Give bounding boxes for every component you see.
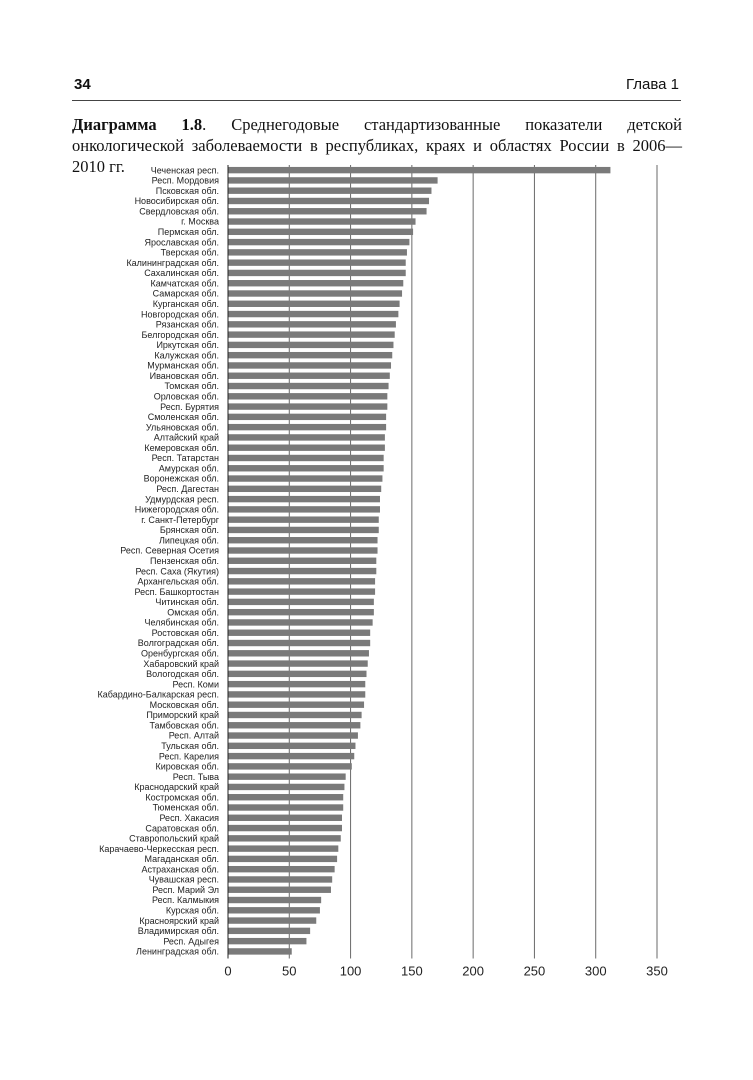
category-label: Респ. Татарстан bbox=[151, 453, 219, 464]
bar bbox=[228, 455, 384, 461]
bar bbox=[228, 928, 310, 934]
category-label: Рязанская обл. bbox=[155, 319, 219, 330]
category-label: Камчатская обл. bbox=[150, 278, 219, 289]
bar bbox=[228, 352, 392, 358]
bar bbox=[228, 732, 358, 738]
bar bbox=[228, 393, 387, 399]
chapter-title: Глава 1 bbox=[625, 76, 679, 93]
category-label: Респ. Алтай bbox=[168, 730, 219, 741]
bar bbox=[228, 804, 343, 810]
bar bbox=[228, 712, 362, 718]
category-label: Саратовская обл. bbox=[145, 823, 219, 834]
category-label: Респ. Тыва bbox=[172, 771, 219, 782]
category-label: Респ. Карелия bbox=[158, 751, 219, 762]
category-label: Курская обл. bbox=[165, 905, 219, 916]
bar bbox=[228, 588, 375, 594]
category-label: Удмурдская респ. bbox=[145, 494, 219, 505]
bar bbox=[228, 815, 342, 821]
bar bbox=[228, 835, 341, 841]
bar bbox=[228, 794, 343, 800]
category-label: Липецкая обл. bbox=[159, 535, 219, 546]
category-label: Ульяновская обл. bbox=[145, 422, 219, 433]
bar bbox=[228, 321, 396, 327]
category-label: Пензенская обл. bbox=[150, 555, 219, 566]
bar bbox=[228, 486, 381, 492]
category-label: Респ. Коми bbox=[172, 679, 219, 690]
bar bbox=[228, 311, 398, 317]
bar bbox=[228, 640, 370, 646]
bar bbox=[228, 681, 365, 687]
bar bbox=[228, 619, 373, 625]
category-label: Брянская обл. bbox=[159, 525, 219, 536]
bar bbox=[228, 403, 387, 409]
category-label: Хабаровский край bbox=[143, 658, 219, 669]
category-label: Чувашская респ. bbox=[148, 874, 219, 885]
category-label: Вологодская обл. bbox=[146, 669, 219, 680]
bar bbox=[228, 445, 385, 451]
bar bbox=[228, 465, 384, 471]
bar bbox=[228, 506, 380, 512]
page-number: 34 bbox=[74, 76, 91, 93]
category-label: Самарская обл. bbox=[152, 288, 219, 299]
category-label: Респ. Адыгея bbox=[163, 936, 219, 947]
bar bbox=[228, 773, 346, 779]
bar bbox=[228, 630, 370, 636]
bar bbox=[228, 249, 407, 255]
x-tick-label: 100 bbox=[339, 963, 362, 979]
x-tick-label: 200 bbox=[462, 963, 484, 979]
bar bbox=[228, 475, 382, 481]
category-label: Архангельская обл. bbox=[137, 576, 219, 587]
category-label: Алтайский край bbox=[153, 432, 219, 443]
category-label: Мурманская обл. bbox=[147, 360, 219, 371]
bar bbox=[228, 845, 338, 851]
bar bbox=[228, 691, 365, 697]
category-label: Костромская обл. bbox=[145, 792, 219, 803]
bar bbox=[228, 856, 337, 862]
category-label: Респ. Мордовия bbox=[151, 175, 219, 186]
bar bbox=[228, 887, 331, 893]
category-label: Владимирская обл. bbox=[137, 926, 219, 937]
category-label: Ивановская обл. bbox=[149, 370, 219, 381]
category-label: Пермская обл. bbox=[157, 227, 219, 238]
caption-text: . Среднегодовые стандартизованные показатели детской онкологической заболеваемости в республиках, краях и областях России в 2006—2010 гг. bbox=[72, 115, 682, 176]
category-label: Челябинская обл. bbox=[144, 617, 219, 628]
bar bbox=[228, 239, 409, 245]
x-tick-label: 300 bbox=[584, 963, 607, 979]
category-label: Астраханская обл. bbox=[141, 864, 219, 875]
caption-label: Диаграмма 1.8 bbox=[72, 115, 203, 134]
bar bbox=[228, 599, 374, 605]
bar bbox=[228, 414, 386, 420]
bar bbox=[228, 660, 368, 666]
category-label: Красноярский край bbox=[139, 915, 219, 926]
bar bbox=[228, 362, 391, 368]
category-label: Тюменская обл. bbox=[152, 802, 219, 813]
category-label: Респ. Калмыкия bbox=[152, 895, 219, 906]
bar bbox=[228, 876, 332, 882]
bar bbox=[228, 188, 431, 194]
bar bbox=[228, 784, 344, 790]
category-label: Курганская обл. bbox=[152, 298, 219, 309]
bar bbox=[228, 547, 378, 553]
category-label: Новгородская обл. bbox=[141, 309, 219, 320]
category-label: Смоленская обл. bbox=[147, 412, 219, 423]
category-label: Кировская обл. bbox=[155, 761, 219, 772]
bar bbox=[228, 516, 379, 522]
category-label: Нижегородская обл. bbox=[134, 504, 219, 515]
x-tick-label: 0 bbox=[224, 963, 232, 979]
bar bbox=[228, 671, 367, 677]
bar bbox=[228, 177, 438, 183]
category-label: Краснодарский край bbox=[134, 782, 219, 793]
category-label: Ростовская обл. bbox=[151, 627, 219, 638]
bar bbox=[228, 527, 379, 533]
category-label: Белгородская обл. bbox=[141, 329, 219, 340]
category-label: Ставропольский край bbox=[129, 833, 219, 844]
bar bbox=[228, 270, 406, 276]
category-label: Кабардино-Балкарская респ. bbox=[97, 689, 219, 700]
bar bbox=[228, 424, 386, 430]
category-label: Калининградская обл. bbox=[126, 257, 219, 268]
bar bbox=[228, 948, 292, 954]
category-label: Свердловская обл. bbox=[139, 206, 219, 217]
category-label: Тульская обл. bbox=[161, 741, 219, 752]
bar bbox=[228, 568, 376, 574]
bar bbox=[228, 537, 378, 543]
bar bbox=[228, 650, 369, 656]
category-label: Иркутская обл. bbox=[156, 340, 219, 351]
category-label: Кемеровская обл. bbox=[144, 442, 219, 453]
x-tick-label: 150 bbox=[401, 963, 423, 979]
category-label: Чеченская респ. bbox=[150, 165, 219, 176]
bar bbox=[228, 218, 416, 224]
category-label: Магаданская обл. bbox=[144, 854, 219, 865]
category-label: Респ. Бурятия bbox=[160, 401, 219, 412]
x-tick-label: 50 bbox=[282, 963, 297, 979]
bar bbox=[228, 866, 335, 872]
category-label: Волгоградская обл. bbox=[137, 638, 219, 649]
category-label: г. Санкт-Петербург bbox=[141, 514, 219, 525]
category-label: Ярославская обл. bbox=[144, 237, 219, 248]
category-label: Томская обл. bbox=[164, 381, 219, 392]
bar bbox=[228, 198, 429, 204]
bar bbox=[228, 763, 352, 769]
category-label: Читинская обл. bbox=[155, 597, 219, 608]
category-label: Респ. Северная Осетия bbox=[120, 545, 219, 556]
bar bbox=[228, 917, 316, 923]
bar bbox=[228, 558, 376, 564]
category-label: Респ. Саха (Якутия) bbox=[135, 566, 219, 577]
bar bbox=[228, 702, 364, 708]
category-label: Тверская обл. bbox=[160, 247, 219, 258]
bar bbox=[228, 743, 355, 749]
bar bbox=[228, 496, 380, 502]
category-label: Московская обл. bbox=[149, 699, 219, 710]
category-label: Орловская обл. bbox=[153, 391, 219, 402]
bar bbox=[228, 331, 395, 337]
category-label: Карачаево-Черкесская респ. bbox=[99, 843, 219, 854]
category-label: Респ. Башкортостан bbox=[134, 586, 219, 597]
bar bbox=[228, 383, 389, 389]
category-label: Омская обл. bbox=[167, 607, 219, 618]
bar bbox=[228, 825, 342, 831]
x-tick-label: 350 bbox=[646, 963, 668, 979]
bar bbox=[228, 280, 403, 286]
category-label: Калужская обл. bbox=[154, 350, 219, 361]
bar bbox=[228, 208, 427, 214]
bar bbox=[228, 722, 360, 728]
category-label: Псковская обл. bbox=[155, 185, 219, 196]
category-label: Респ. Дагестан bbox=[156, 484, 219, 495]
bar bbox=[228, 938, 306, 944]
category-label: Оренбургская обл. bbox=[141, 648, 219, 659]
category-label: Приморский край bbox=[146, 710, 219, 721]
bar bbox=[228, 578, 375, 584]
bar bbox=[228, 609, 374, 615]
category-label: Амурская обл. bbox=[158, 463, 219, 474]
category-label: Тамбовская обл. bbox=[149, 720, 219, 731]
bar bbox=[228, 897, 321, 903]
x-tick-label: 250 bbox=[523, 963, 546, 979]
category-label: Новосибирская обл. bbox=[134, 196, 219, 207]
bar bbox=[228, 229, 413, 235]
bar bbox=[228, 434, 385, 440]
bar bbox=[228, 907, 320, 913]
bar bbox=[228, 259, 406, 265]
category-label: Сахалинская обл. bbox=[144, 268, 219, 279]
bar bbox=[228, 373, 390, 379]
bar bbox=[228, 753, 354, 759]
bar bbox=[228, 342, 393, 348]
bar bbox=[228, 290, 402, 296]
category-label: Респ. Марий Эл bbox=[152, 884, 219, 895]
bar bbox=[228, 301, 400, 307]
category-label: Ленинградская обл. bbox=[136, 946, 219, 957]
category-label: г. Москва bbox=[181, 216, 219, 227]
category-label: Респ. Хакасия bbox=[159, 812, 219, 823]
bar bbox=[228, 167, 610, 173]
category-label: Воронежская обл. bbox=[143, 473, 219, 484]
